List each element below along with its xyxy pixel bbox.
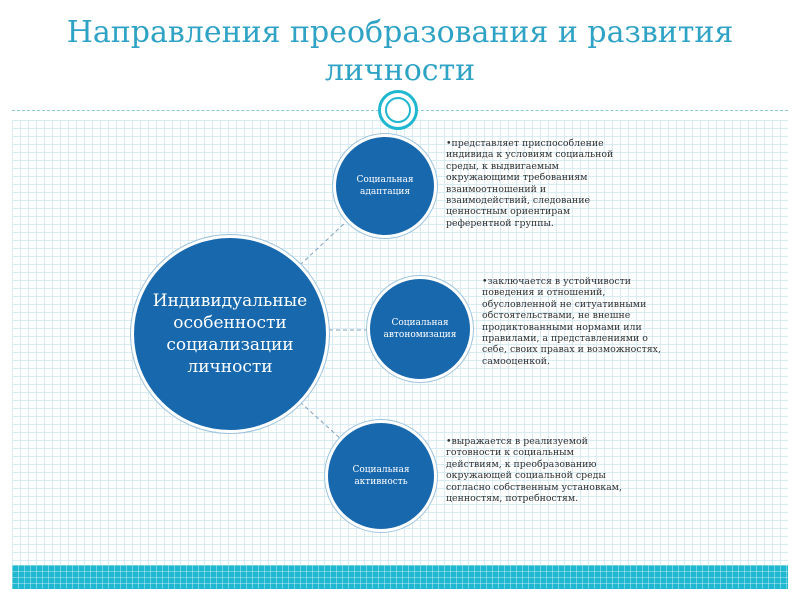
branch-node-autonomization: [367, 276, 473, 382]
center-node-label: Индивидуальные особенности социализации личности: [152, 291, 308, 377]
connector-line-1: [300, 220, 348, 265]
branch-description-autonomization: •заключается в устойчивости поведения и отношений, обусловленной не ситуативными обстоятельствами, не внешне продиктованными нормами или правилами, а представлениями о себе, своих правах и возможностях, самооценкой.: [482, 276, 661, 367]
center-node: [131, 235, 329, 433]
branch-node-label: Социальная адаптация: [356, 175, 414, 197]
title-line-1: Направления преобразования и развития: [66, 15, 734, 50]
title-line-2: личности: [324, 53, 476, 88]
branch-description-activity: •выражается в реализуемой готовности к социальным действиям, к преобразованию окружающей социальной среды согласно собственным установкам, ценностям, потребностям.: [446, 436, 622, 505]
branch-description-adaptation: •представляет приспособление индивида к условиям социальной среды, к выдвигаемым окружающими требованиям взаимоотношений и взаимодействий, следование ценностным ориентирам референтной группы.: [446, 138, 614, 229]
branch-node-label: Социальная активность: [352, 465, 410, 487]
branch-node-activity: [325, 420, 437, 532]
branch-node-label: Социальная автономизация: [383, 318, 457, 340]
connector-line-3: [300, 402, 342, 440]
branch-node-adaptation: [333, 134, 437, 238]
